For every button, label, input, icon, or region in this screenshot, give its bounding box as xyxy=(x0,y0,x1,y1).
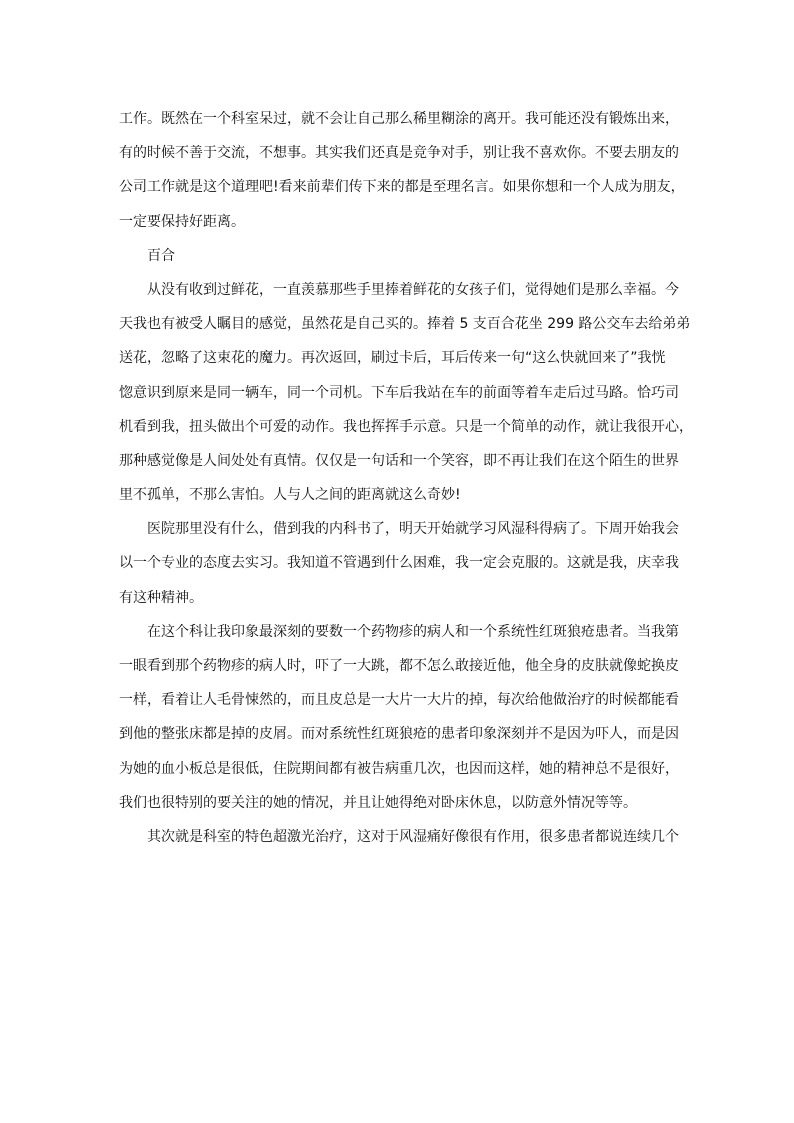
section-heading: 百合 xyxy=(147,247,175,264)
text-line: 一定要保持好距离。 xyxy=(119,213,245,230)
text-line: 天我也有被受人瞩目的感觉，虽然花是自己买的。捧着 5 支百合花坐 299 路公交车去给弟弟 xyxy=(119,316,691,333)
text-line: 以一个专业的态度去实习。我知道不管遇到什么困难，我一定会克服的。这就是我，庆幸我 xyxy=(119,555,679,572)
text-line: 里不孤单，不那么害怕。人与人之间的距离就这么奇妙! xyxy=(119,487,461,504)
text-line: 有的时候不善于交流，不想事。其实我们还真是竞争对手，别让我不喜欢你。不要去朋友的 xyxy=(119,145,679,162)
text-line: 一样，看着让人毛骨悚然的，而且皮总是一大片一大片的掉，每次给他做治疗的时候都能看 xyxy=(119,692,679,709)
text-line: 为她的血小板总是很低，住院期间都有被告病重几次，也因而这样，她的精神总不是很好， xyxy=(119,760,679,777)
text-line: 有这种精神。 xyxy=(119,589,203,606)
text-line: 公司工作就是这个道理吧!看来前辈们传下来的都是至理名言。如果你想和一个人成为朋友， xyxy=(119,179,685,196)
document-body xyxy=(119,102,693,854)
text-line: 从没有收到过鲜花，一直羡慕那些手里捧着鲜花的女孩子们，觉得她们是那么幸福。今 xyxy=(147,281,679,298)
text-line: 机看到我，扭头做出个可爱的动作。我也挥挥手示意。只是一个简单的动作，就让我很开心， xyxy=(119,418,693,435)
text-line: 医院那里没有什么，借到我的内科书了，明天开始就学习风湿科得病了。下周开始我会 xyxy=(147,521,679,538)
text-line: 那种感觉像是人间处处有真情。仅仅是一句话和一个笑容，即不再让我们在这个陌生的世界 xyxy=(119,452,679,469)
text-line: 工作。既然在一个科室呆过，就不会让自己那么稀里糊涂的离开。我可能还没有锻炼出来， xyxy=(119,111,679,127)
text-line: 惚意识到原来是同一辆车，同一个司机。下车后我站在车的前面等着车走后过马路。恰巧司 xyxy=(119,384,679,401)
text-line: 在这个科让我印象最深刻的要数一个药物疹的病人和一个系统性红斑狼疮患者。当我第 xyxy=(147,623,679,640)
text-line: 送花，忽略了这束花的魔力。再次返回，刷过卡后，耳后传来一句“这么快就回来了”我恍 xyxy=(119,350,666,367)
text-line: 其次就是科室的特色超激光治疗，这对于风湿痛好像很有作用，很多患者都说连续几个 xyxy=(147,828,679,845)
text-line: 到他的整张床都是掉的皮屑。而对系统性红斑狼疮的患者印象深刻并不是因为吓人，而是因 xyxy=(119,726,679,743)
text-line: 一眼看到那个药物疹的病人时，吓了一大跳，都不怎么敢接近他，他全身的皮肤就像蛇换皮 xyxy=(119,658,679,674)
text-line: 我们也很特别的要关注的她的情况，并且让她得绝对卧床休息，以防意外情况等等。 xyxy=(119,794,637,811)
